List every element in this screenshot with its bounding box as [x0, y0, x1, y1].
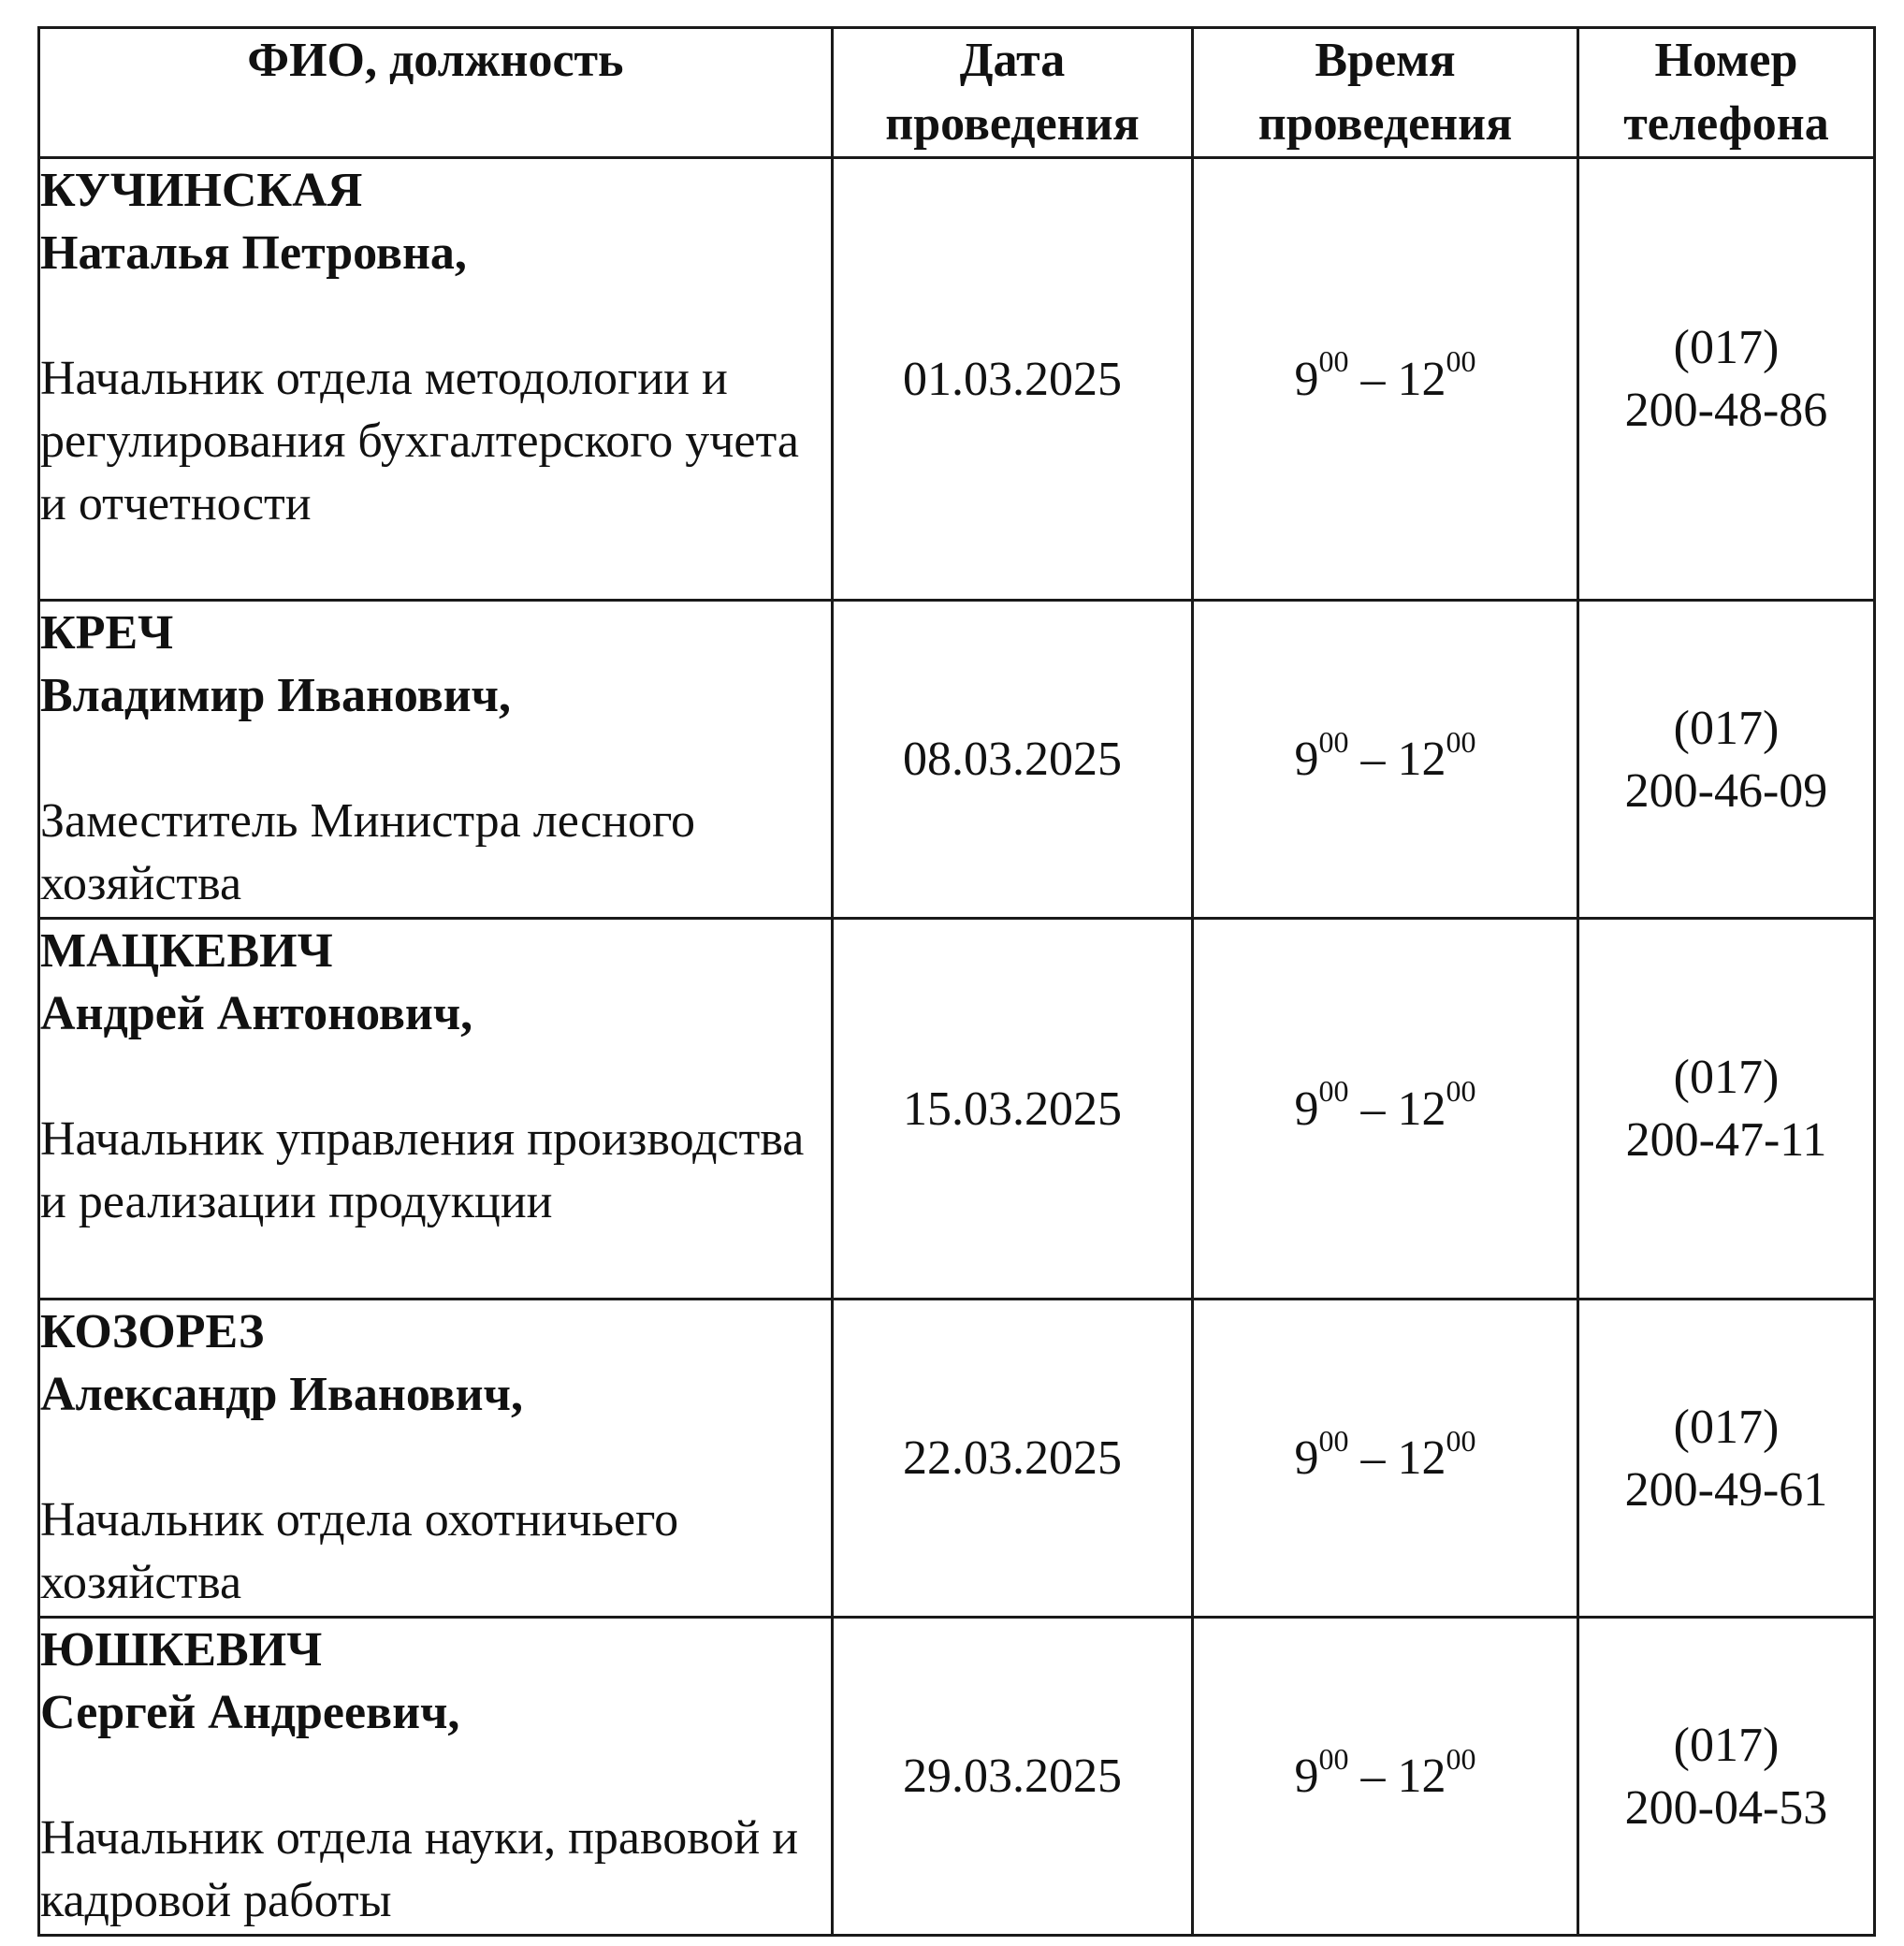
time-end-minutes: 00 [1446, 1423, 1476, 1458]
time-cell [1193, 919, 1578, 1300]
given-names: Наталья Петровна, [40, 226, 467, 280]
header-row [39, 28, 1875, 158]
document-page [37, 26, 1876, 1937]
given-names: Сергей Андреевич, [40, 1686, 460, 1739]
time-cell [1193, 1618, 1578, 1936]
phone-cell [1578, 1618, 1875, 1936]
header-date-line-2: проведения [885, 97, 1140, 151]
position-title: Начальник отдела науки, правовой и кадровой работы [40, 1811, 799, 1927]
given-names: Владимир Иванович, [40, 669, 511, 722]
date-cell: 22.03.2025 [833, 1300, 1193, 1618]
date-cell: 08.03.2025 [833, 601, 1193, 919]
reception-schedule-table [37, 26, 1876, 1937]
position-title: Начальник управления производства и реализации продукции [40, 1112, 805, 1228]
phone-code: (017) [1673, 1051, 1780, 1104]
time-separator: – [1348, 1431, 1398, 1485]
table-row [39, 601, 1875, 919]
surname: ЮШКЕВИЧ [40, 1623, 323, 1677]
time-end-minutes: 00 [1446, 344, 1476, 379]
table-row [39, 158, 1875, 601]
phone-cell [1578, 158, 1875, 601]
surname: КУЧИНСКАЯ [40, 164, 363, 217]
time-separator: – [1348, 1750, 1398, 1803]
phone-number: 200-47-11 [1625, 1113, 1827, 1167]
phone-code: (017) [1673, 1400, 1780, 1454]
time-end-hour: 12 [1397, 1082, 1446, 1136]
phone-number: 200-04-53 [1624, 1780, 1828, 1835]
position-title: Начальник отдела охотничьего хозяйства [40, 1493, 679, 1609]
time-end-hour: 12 [1397, 1431, 1446, 1485]
time-end-hour: 12 [1397, 352, 1446, 406]
name-position-cell [39, 158, 833, 601]
time-start-minutes: 00 [1318, 1074, 1349, 1109]
header-name-position [39, 28, 833, 158]
header-date [833, 28, 1193, 158]
time-end-hour: 12 [1397, 1750, 1446, 1803]
phone-number: 200-48-86 [1624, 384, 1828, 437]
date-cell: 15.03.2025 [833, 919, 1193, 1300]
time-start-hour: 9 [1294, 352, 1319, 406]
position-title: Заместитель Министра лесного хозяйства [40, 794, 696, 910]
time-separator: – [1348, 352, 1398, 406]
time-cell [1193, 1300, 1578, 1618]
time-separator: – [1348, 733, 1398, 786]
header-name-label: ФИО, должность [247, 34, 624, 87]
time-start-hour: 9 [1294, 1082, 1319, 1136]
time-cell [1193, 601, 1578, 919]
time-start-hour: 9 [1294, 1750, 1319, 1803]
phone-number: 200-49-61 [1624, 1462, 1828, 1517]
time-separator: – [1348, 1082, 1398, 1136]
table-row [39, 1300, 1875, 1618]
header-time-line-1: Время [1315, 34, 1456, 87]
header-date-line-1: Дата [959, 34, 1066, 87]
header-phone-line-1: Номер [1654, 34, 1798, 87]
date-cell: 29.03.2025 [833, 1618, 1193, 1936]
date-cell: 01.03.2025 [833, 158, 1193, 601]
phone-cell [1578, 601, 1875, 919]
time-start-hour: 9 [1294, 733, 1319, 786]
table-row [39, 1618, 1875, 1936]
time-start-minutes: 00 [1318, 1741, 1349, 1776]
name-position-cell [39, 1618, 833, 1936]
header-time [1193, 28, 1578, 158]
given-names: Андрей Антонович, [40, 987, 473, 1040]
time-end-hour: 12 [1397, 733, 1446, 786]
surname: МАЦКЕВИЧ [40, 924, 333, 978]
position-title: Начальник отдела методологии и регулирования бухгалтерского учета и отчетности [40, 352, 799, 530]
time-start-minutes: 00 [1318, 1423, 1349, 1458]
surname: КОЗОРЕЗ [40, 1305, 265, 1358]
table-row [39, 919, 1875, 1300]
surname: КРЕЧ [40, 606, 174, 660]
time-end-minutes: 00 [1446, 1074, 1476, 1109]
name-position-cell [39, 919, 833, 1300]
time-cell [1193, 158, 1578, 601]
phone-cell [1578, 1300, 1875, 1618]
phone-code: (017) [1673, 321, 1780, 374]
header-time-line-2: проведения [1257, 97, 1513, 151]
time-start-minutes: 00 [1318, 724, 1349, 759]
time-start-minutes: 00 [1318, 344, 1349, 379]
phone-cell [1578, 919, 1875, 1300]
name-position-cell [39, 601, 833, 919]
time-end-minutes: 00 [1446, 1741, 1476, 1776]
time-end-minutes: 00 [1446, 724, 1476, 759]
phone-code: (017) [1673, 1718, 1780, 1772]
header-phone [1578, 28, 1875, 158]
time-start-hour: 9 [1294, 1431, 1319, 1485]
header-phone-line-2: телефона [1623, 97, 1829, 151]
given-names: Александр Иванович, [40, 1368, 523, 1421]
phone-number: 200-46-09 [1624, 763, 1828, 818]
phone-code: (017) [1673, 701, 1780, 755]
name-position-cell [39, 1300, 833, 1618]
